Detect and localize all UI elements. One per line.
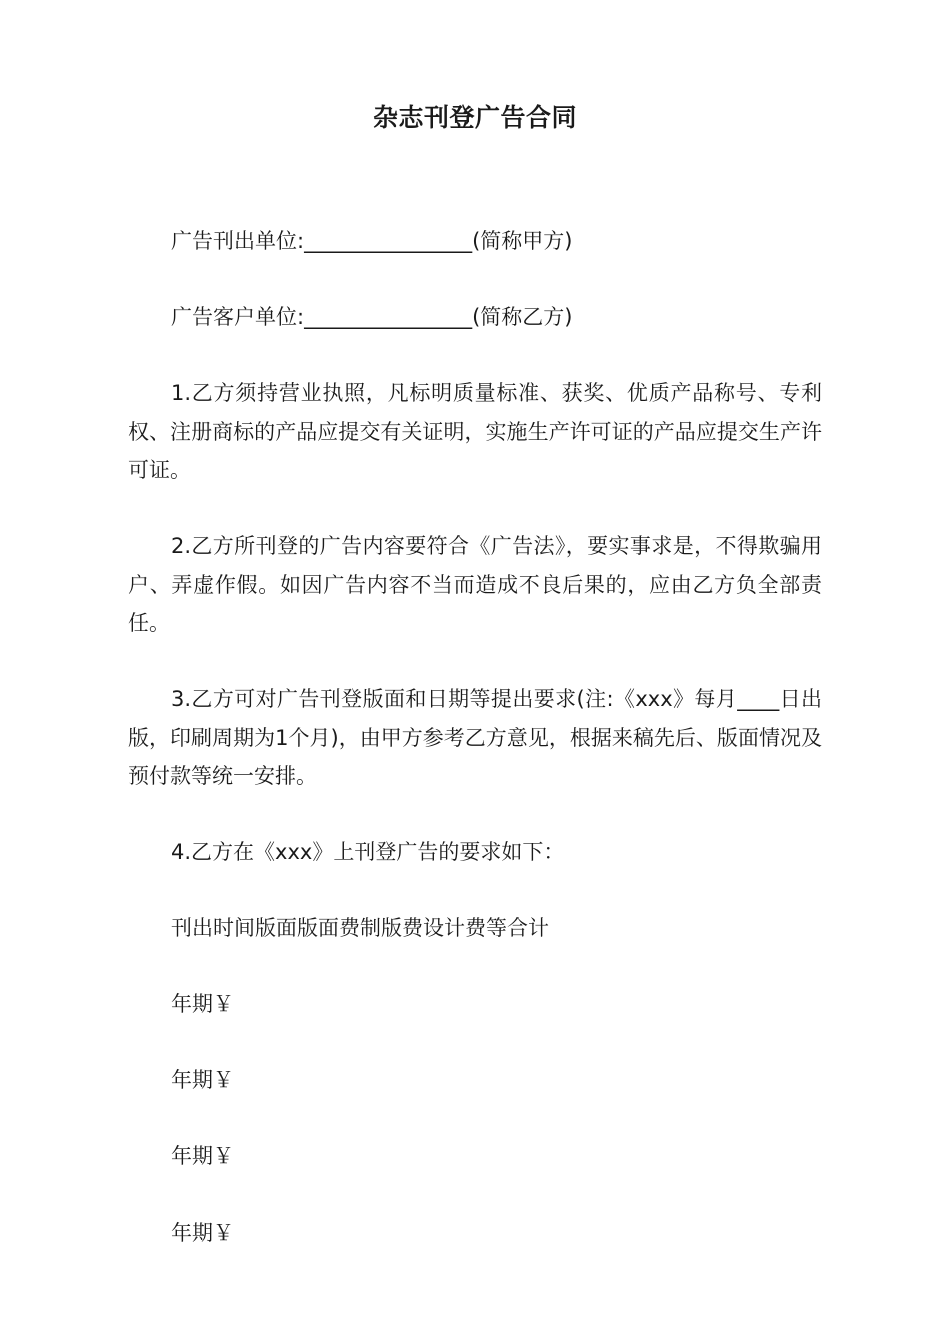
party-a-line: 广告刊出单位:________________(简称甲方) — [171, 229, 573, 253]
clause-2: 2.乙方所刊登的广告内容要符合《广告法》，要实事求是，不得欺骗用户、弄虚作假。如因广告内容不当而造成不良后果的，应由乙方负全部责任。 — [128, 534, 822, 635]
table-row: 年期￥ — [171, 1068, 234, 1092]
document-title: 杂志刊登广告合同 — [372, 103, 577, 132]
table-row: 年期￥ — [171, 1221, 234, 1245]
table-header: 刊出时间版面版面费制版费设计费等合计 — [171, 916, 549, 940]
clause-1: 1.乙方须持营业执照，凡标明质量标准、获奖、优质产品称号、专利权、注册商标的产品应提交有关证明，实施生产许可证的产品应提交生产许可证。 — [128, 381, 822, 482]
party-b-line: 广告客户单位:________________(简称乙方) — [171, 305, 573, 329]
table-row: 年期￥ — [171, 992, 234, 1016]
clause-3: 3.乙方可对广告刊登版面和日期等提出要求(注:《xxx》每月____日出版，印刷周期为1个月)，由甲方参考乙方意见，根据来稿先后、版面情况及预付款等统一安排。 — [128, 687, 822, 788]
clause-4: 4.乙方在《xxx》上刊登广告的要求如下： — [171, 840, 565, 864]
table-row: 年期￥ — [171, 1144, 234, 1168]
